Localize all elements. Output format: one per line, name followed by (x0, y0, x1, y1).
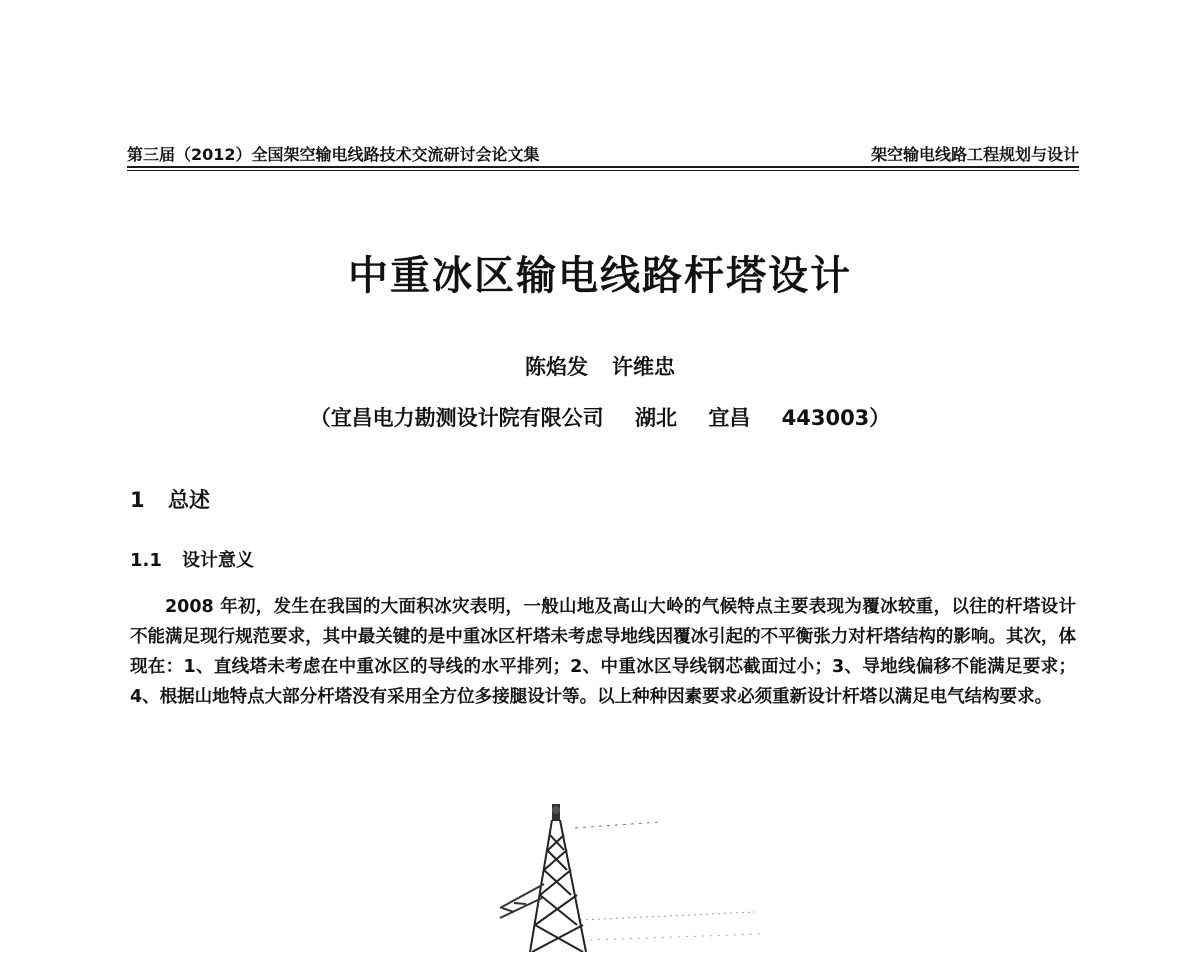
running-header (127, 140, 1079, 168)
tower-photo-icon (440, 800, 760, 952)
paper-title: 中重冰区输电线路杆塔设计 (348, 253, 852, 299)
affiliation-open: （ (309, 406, 331, 430)
affiliation (0, 402, 1200, 432)
affiliation-province: 湖北 (635, 406, 677, 430)
body-text (130, 592, 1076, 712)
header-right: 架空输电线路工程规划与设计 (870, 145, 1079, 164)
body-paragraph: 2008 年初，发生在我国的大面积冰灾表明，一般山地及高山大岭的气候特点主要表现为覆冰较重，以往的杆塔设计不能满足现行规范要求，其中最关键的是中重冰区杆塔未考虑导地线因覆冰引起的不平衡张力对杆塔结构的影响。其次，体现在：1、直线塔未考虑在中重冰区的导线的水平排列；2、中重冰区导线钢芯截面过小；3、导地线偏移不能满足要求；4、根据山地特点大部分杆塔没有采用全方位多接腿设计等。以上种种因素要求必须重新设计杆塔以满足电气结构要求。 (130, 597, 1076, 707)
subsection-heading (130, 546, 254, 572)
section-heading (130, 484, 210, 514)
section-number: 1 (130, 488, 145, 512)
section-title: 总述 (168, 488, 210, 512)
author-2: 许维忠 (612, 355, 675, 379)
affiliation-close: ） (869, 406, 891, 430)
subsection-title: 设计意义 (182, 550, 254, 571)
authors (0, 351, 1200, 381)
header-left: 第三届（2012）全国架空输电线路技术交流研讨会论文集 (127, 145, 540, 164)
subsection-number: 1.1 (130, 550, 162, 571)
author-1: 陈焰发 (525, 355, 588, 379)
affiliation-city: 宜昌 (708, 406, 751, 430)
affiliation-org: 宜昌电力勘测设计院有限公司 (330, 406, 604, 430)
affiliation-postcode: 443003 (781, 406, 870, 430)
transmission-tower-photo (440, 800, 760, 952)
